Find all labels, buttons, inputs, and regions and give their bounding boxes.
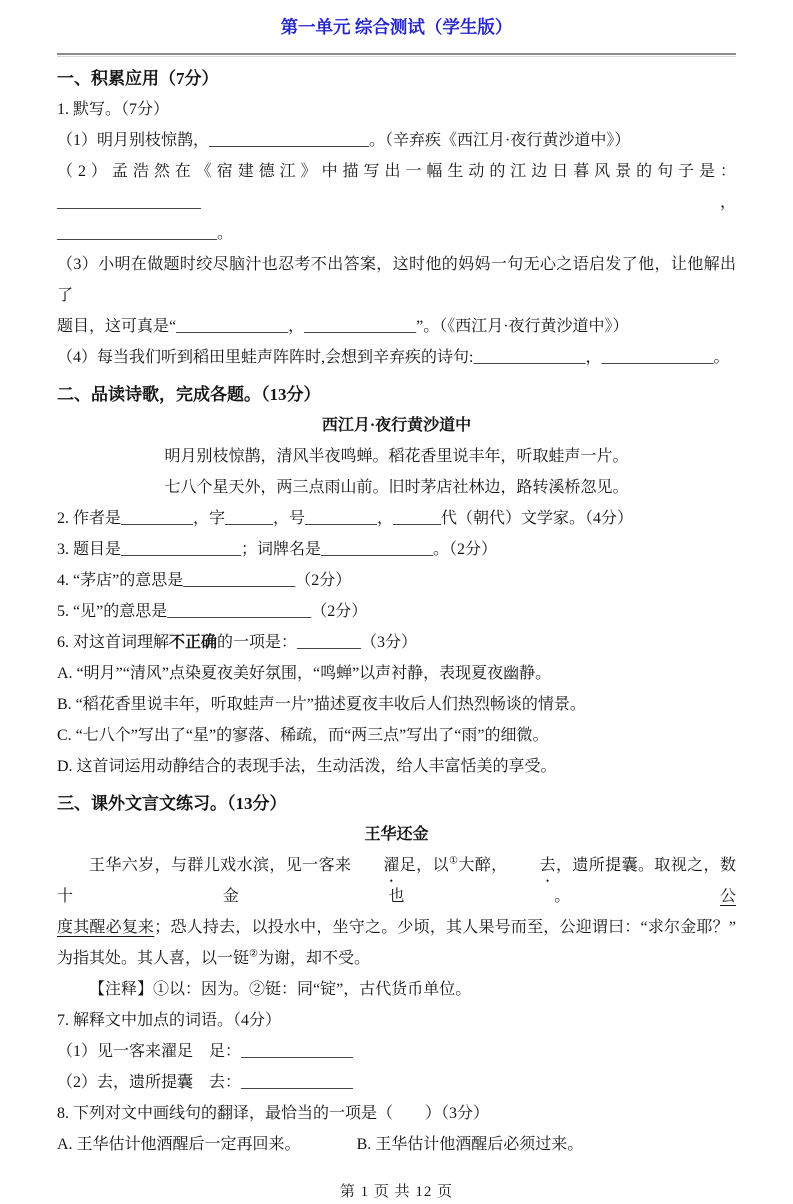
emphasized-char-zhuo: 濯 — [383, 857, 400, 874]
poem-line-2: 七八个星天外，两三点雨山前。旧时茅店社林边，路转溪桥忽见。 — [164, 479, 629, 496]
underlined-phrase-start: 公 — [719, 888, 736, 905]
question-1-item-3-line-1: （3）小明在做题时绞尽脑汁也忍考不出答案，这时他的妈妈一句无心之语启发了他，让他解出了 — [57, 256, 736, 304]
poem-title: 西江月·夜行黄沙道中 — [321, 417, 472, 434]
question-6-option-a: A. “明月”“清风”点染夏夜美好氛围，“鸣蝉”以声衬静，表现夏夜幽静。 — [57, 665, 552, 682]
passage-line-2 — [57, 912, 736, 943]
passage-text: 王华六岁，与群儿戏水滨，见一客来 — [89, 857, 352, 874]
question-6-bold-term: 不正确 — [169, 634, 218, 651]
question-7-label: 7. 解释文中加点的词语。（4分） — [57, 1012, 282, 1029]
question-6-suffix: 的一项是：________（3分） — [217, 634, 418, 651]
passage-line-1 — [57, 850, 736, 912]
question-3: 3. 题目是_______________；词牌名是______________。（2分） — [57, 541, 498, 558]
underlined-phrase-end: 度其醒必复来 — [57, 919, 155, 936]
question-6 — [57, 627, 736, 658]
question-2: 2. 作者是_________，字______，号_________，______代（朝代）文学家。（4分） — [57, 510, 634, 527]
footnote-marker-2: ② — [249, 948, 258, 960]
question-6-prefix: 6. 对这首词理解 — [57, 634, 170, 651]
title-divider — [57, 53, 736, 57]
passage-notes: 【注释】①以：因为。②铤：同“锭”，古代货币单位。 — [89, 981, 472, 998]
question-1-item-4: （4）每当我们听到稻田里蛙声阵阵时,会想到辛弃疾的诗句:______________，______________。 — [57, 349, 730, 366]
question-1-label: 1. 默写。（7分） — [57, 101, 170, 118]
footer-page-number: 第 1 页 共 12 页 — [339, 1184, 454, 1200]
question-1-item-2-line-2: ____________________。 — [57, 225, 234, 242]
passage-title: 王华还金 — [364, 826, 429, 843]
question-1-item-1: （1）明月别枝惊鹊，____________________。（辛弃疾《西江月·夜行黄沙道中》） — [57, 132, 631, 149]
section-3-heading: 三、课外文言文练习。（13分） — [57, 794, 287, 813]
section-2-heading: 二、品读诗歌，完成各题。（13分） — [57, 385, 321, 404]
question-8-label: 8. 下列对文中画线句的翻译，最恰当的一项是（ ）（3分） — [57, 1105, 490, 1122]
question-6-option-d: D. 这首词运用动静结合的表现手法，生动活泼，给人丰富恬美的享受。 — [57, 758, 557, 775]
question-8-options — [57, 1129, 736, 1160]
question-1-item-2-line-1: （2）孟浩然在《宿建德江》中描写出一幅生动的江边日暮风景的句子是：__________________， — [57, 163, 736, 211]
passage-text: 为谢，却不受。 — [257, 950, 370, 967]
passage-text: 大醉， — [458, 857, 508, 874]
poem-line-1: 明月别枝惊鹊，清风半夜鸣蝉。稻花香里说丰年，听取蛙声一片。 — [164, 448, 629, 465]
passage-text: ；恐人持去，以投水中，坐守之。少顷，其人果号而至，公迎谓曰：“求尔金耶？” — [154, 919, 736, 936]
question-7-item-1: （1）见一客来濯足 足：______________ — [57, 1043, 354, 1060]
question-6-option-b: B. “稻花香里说丰年，听取蛙声一片”描述夏夜丰收后人们热烈畅谈的情景。 — [57, 696, 586, 713]
emphasized-char-qu: 去 — [539, 857, 556, 874]
question-8-option-a: A. 王华估计他酒醒后一定再回来。 — [57, 1136, 301, 1153]
question-6-option-c: C. “七八个”写出了“星”的寥落、稀疏，而“两三点”写出了“雨”的细微。 — [57, 727, 549, 744]
passage-text: ，遗所提囊。取视之，数十金也。 — [57, 857, 736, 905]
question-5: 5. “见”的意思是__________________（2分） — [57, 603, 368, 620]
passage-text: 足，以 — [399, 857, 449, 874]
footnote-marker-1: ① — [448, 855, 459, 867]
question-1-item-3-line-2: 题目，这可真是“______________，______________”。（《西江月·夜行黄沙道中》） — [57, 318, 629, 335]
question-8-option-b: B. 王华估计他酒醒后必须过来。 — [356, 1136, 584, 1153]
passage-line-3 — [57, 943, 736, 974]
question-7-item-2: （2）去，遗所提囊 去：______________ — [57, 1074, 354, 1091]
page-title: 第一单元 综合测试（学生版） — [280, 17, 513, 37]
section-1-heading: 一、积累应用（7分） — [57, 69, 219, 88]
question-4: 4. “茅店”的意思是______________（2分） — [57, 572, 352, 589]
passage-text: 为指其处。其人喜，以一铤 — [57, 950, 250, 967]
